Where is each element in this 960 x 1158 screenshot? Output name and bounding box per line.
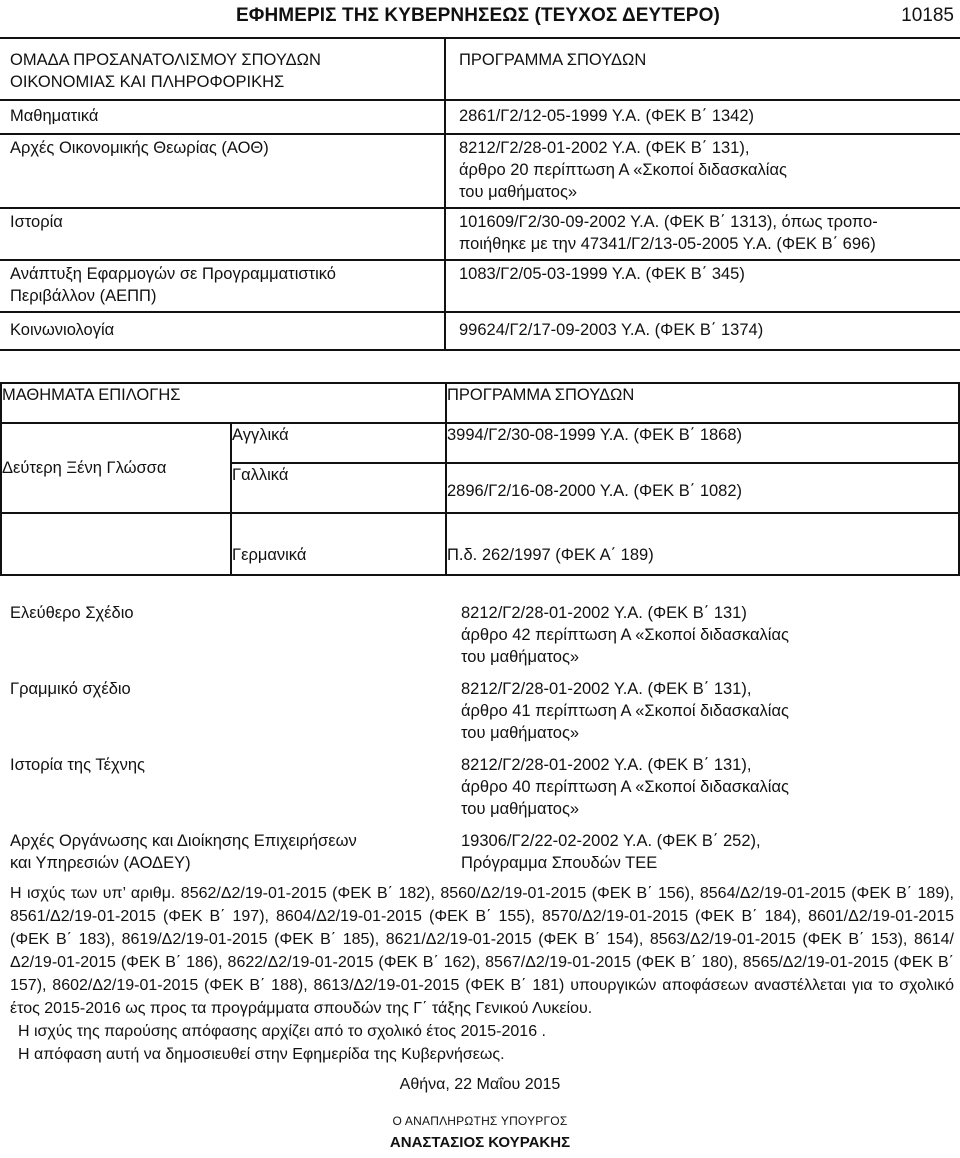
program-line: 19306/Γ2/22-02-2002 Υ.Α. (ΦΕΚ Β΄ 252),: [461, 832, 761, 850]
program-line: άρθρο 40 περίπτωση Α «Σκοποί διδασκαλίας: [461, 778, 789, 796]
gazette-title: ΕΦΗΜΕΡΙΣ ΤΗΣ ΚΥΒΕΡΝΗΣΕΩΣ (ΤΕΥΧΟΣ ΔΕΥΤΕΡΟ): [236, 5, 720, 26]
program-line: του μαθήματος»: [461, 800, 580, 818]
group-title-line1: ΟΜΑΔΑ ΠΡΟΣΑΝΑΤΟΛΙΣΜΟΥ ΣΠΟΥΔΩΝ: [10, 51, 321, 69]
program-line: 8212/Γ2/28-01-2002 Υ.Α. (ΦΕΚ Β΄ 131): [461, 604, 747, 622]
program-header: ΠΡΟΓΡΑΜΜΑ ΣΠΟΥΔΩΝ: [446, 383, 959, 423]
subject-line: και Υπηρεσιών (ΑΟΔΕΥ): [10, 854, 191, 872]
table-row: [0, 826, 960, 880]
language-cell: Γερμανικά: [231, 513, 446, 575]
orientation-group-table: [0, 37, 960, 351]
program-line: του μαθήματος»: [459, 183, 578, 201]
program-line: του μαθήματος»: [461, 648, 580, 666]
subject-cell: [0, 260, 445, 312]
program-cell: 99624/Γ2/17-09-2003 Υ.Α. (ΦΕΚ Β΄ 1374): [445, 312, 960, 350]
program-cell: 2896/Γ2/16-08-2000 Υ.Α. (ΦΕΚ Β΄ 1082): [446, 463, 959, 513]
publication-paragraph: Η απόφαση αυτή να δημοσιευθεί στην Εφημερίδα της Κυβερνήσεως.: [18, 1046, 505, 1063]
decision-text: [10, 882, 954, 1066]
program-cell: [445, 674, 960, 750]
table-row: [0, 260, 960, 312]
subject-cell: Αρχές Οικονομικής Θεωρίας (ΑΟΘ): [0, 134, 445, 208]
program-line: ποιήθηκε με την 47341/Γ2/13-05-2005 Υ.Α. (ΦΕΚ Β΄ 696): [459, 235, 876, 253]
subject-cell: Μαθηματικά: [0, 100, 445, 134]
program-cell: [445, 750, 960, 826]
program-cell: 2861/Γ2/12-05-1999 Υ.Α. (ΦΕΚ Β΄ 1342): [445, 100, 960, 134]
table-row: [0, 134, 960, 208]
program-line: άρθρο 41 περίπτωση Α «Σκοποί διδασκαλίας: [461, 702, 789, 720]
program-cell: [445, 134, 960, 208]
subject-cell: Ελεύθερο Σχέδιο: [10, 604, 134, 622]
electives-header: ΜΑΘΗΜΑΤΑ ΕΠΙΛΟΓΗΣ: [1, 383, 446, 423]
program-cell: 3994/Γ2/30-08-1999 Υ.Α. (ΦΕΚ Β΄ 1868): [446, 423, 959, 463]
program-line: 8212/Γ2/28-01-2002 Υ.Α. (ΦΕΚ Β΄ 131),: [461, 756, 752, 774]
second-language-cell: Δεύτερη Ξένη Γλώσσα: [1, 423, 231, 513]
electives-table: [0, 382, 960, 576]
program-cell: Π.δ. 262/1997 (ΦΕΚ Α΄ 189): [446, 513, 959, 575]
table-header-row: [1, 383, 959, 423]
program-cell: [445, 208, 960, 260]
table-row: [0, 208, 960, 260]
effective-date-paragraph: Η ισχύς της παρούσης απόφασης αρχίζει από το σχολικό έτος 2015-2016 .: [18, 1023, 546, 1040]
language-cell: Αγγλικά: [231, 423, 446, 463]
page-header: [0, 3, 960, 33]
table-row: [0, 100, 960, 134]
program-cell: 1083/Γ2/05-03-1999 Υ.Α. (ΦΕΚ Β΄ 345): [445, 260, 960, 312]
suspension-paragraph: Η ισχύς των υπ’ αριθμ. 8562/Δ2/19-01-2015 (ΦΕΚ Β΄ 182), 8560/Δ2/19-01-2015 (ΦΕΚ Β΄ 156), 8564/Δ2/19-01-2015 (ΦΕΚ Β΄ 189), 8561/Δ2/19-01-2015 (ΦΕΚ Β΄ 197), 8604/Δ2/19-01-2015 (ΦΕΚ Β΄ 155), 8570/Δ2/19-01-2015 (ΦΕΚ Β΄ 184), 8601/Δ2/19-01-2015 (ΦΕΚ Β΄ 183), 8619/Δ2/19-01-2015 (ΦΕΚ Β΄ 185), 8621/Δ2/19-01-2015 (ΦΕΚ Β΄ 154), 8563/Δ2/19-01-2015 (ΦΕΚ Β΄ 153), 8614/Δ2/19-01-2015 (ΦΕΚ Β΄ 186), 8622/Δ2/19-01-2015 (ΦΕΚ Β΄ 162), 8567/Δ2/19-01-2015 (ΦΕΚ Β΄ 180), 8565/Δ2/19-01-2015 (ΦΕΚ Β΄ 157), 8602/Δ2/19-01-2015 (ΦΕΚ Β΄ 188), 8613/Δ2/19-01-2015 (ΦΕΚ Β΄ 181) υπουργικών αποφάσεων αναστέλλεται για το σχολικό έτος 2015-2016 ως προς τα προγράμματα σπουδών της Γ΄ τάξης Γενικού Λυκείου.: [10, 885, 954, 1017]
program-cell: [445, 826, 960, 880]
table-row: [1, 513, 959, 575]
program-line: του μαθήματος»: [461, 724, 580, 742]
subject-line: Ανάπτυξη Εφαρμογών σε Προγραμματιστικό: [10, 265, 336, 283]
program-header: ΠΡΟΓΡΑΜΜΑ ΣΠΟΥΔΩΝ: [445, 38, 960, 100]
signature-date: Αθήνα, 22 Μαΐου 2015: [399, 1076, 561, 1093]
program-line: Πρόγραμμα Σπουδών ΤΕΕ: [461, 854, 658, 872]
subject-cell: [0, 826, 445, 880]
program-line: 101609/Γ2/30-09-2002 Υ.Α. (ΦΕΚ Β΄ 1313), όπως τροπο-: [459, 213, 878, 231]
table-row: [1, 423, 959, 463]
table-row: [0, 674, 960, 750]
subject-cell: Ιστορία: [0, 208, 445, 260]
signatory-name: ΑΝΑΣΤΑΣΙΟΣ ΚΟΥΡΑΚΗΣ: [389, 1134, 571, 1151]
page-number: 10185: [901, 5, 954, 26]
program-line: άρθρο 42 περίπτωση Α «Σκοποί διδασκαλίας: [461, 626, 789, 644]
subject-line: Αρχές Οργάνωσης και Διοίκησης Επιχειρήσεων: [10, 832, 357, 850]
program-line: άρθρο 20 περίπτωση Α «Σκοποί διδασκαλίας: [459, 161, 787, 179]
table-header-row: [0, 38, 960, 100]
signatory-role: Ο ΑΝΑΠΛΗΡΩΤΗΣ ΥΠΟΥΡΓΟΣ: [392, 1114, 568, 1128]
drawing-subjects-table: [0, 598, 960, 880]
table-row: [0, 750, 960, 826]
table-row: [0, 598, 960, 674]
program-cell: [445, 598, 960, 674]
program-line: 8212/Γ2/28-01-2002 Υ.Α. (ΦΕΚ Β΄ 131),: [461, 680, 752, 698]
program-line: 8212/Γ2/28-01-2002 Υ.Α. (ΦΕΚ Β΄ 131),: [459, 139, 750, 157]
language-cell: Γαλλικά: [231, 463, 446, 513]
table-row: [0, 312, 960, 350]
subject-cell: Ιστορία της Τέχνης: [10, 756, 145, 774]
subject-cell: Κοινωνιολογία: [0, 312, 445, 350]
subject-cell: Γραμμικό σχέδιο: [10, 680, 131, 698]
subject-line: Περιβάλλον (ΑΕΠΠ): [10, 287, 157, 305]
group-title-line2: ΟΙΚΟΝΟΜΙΑΣ ΚΑΙ ΠΛΗΡΟΦΟΡΙΚΗΣ: [10, 73, 285, 91]
